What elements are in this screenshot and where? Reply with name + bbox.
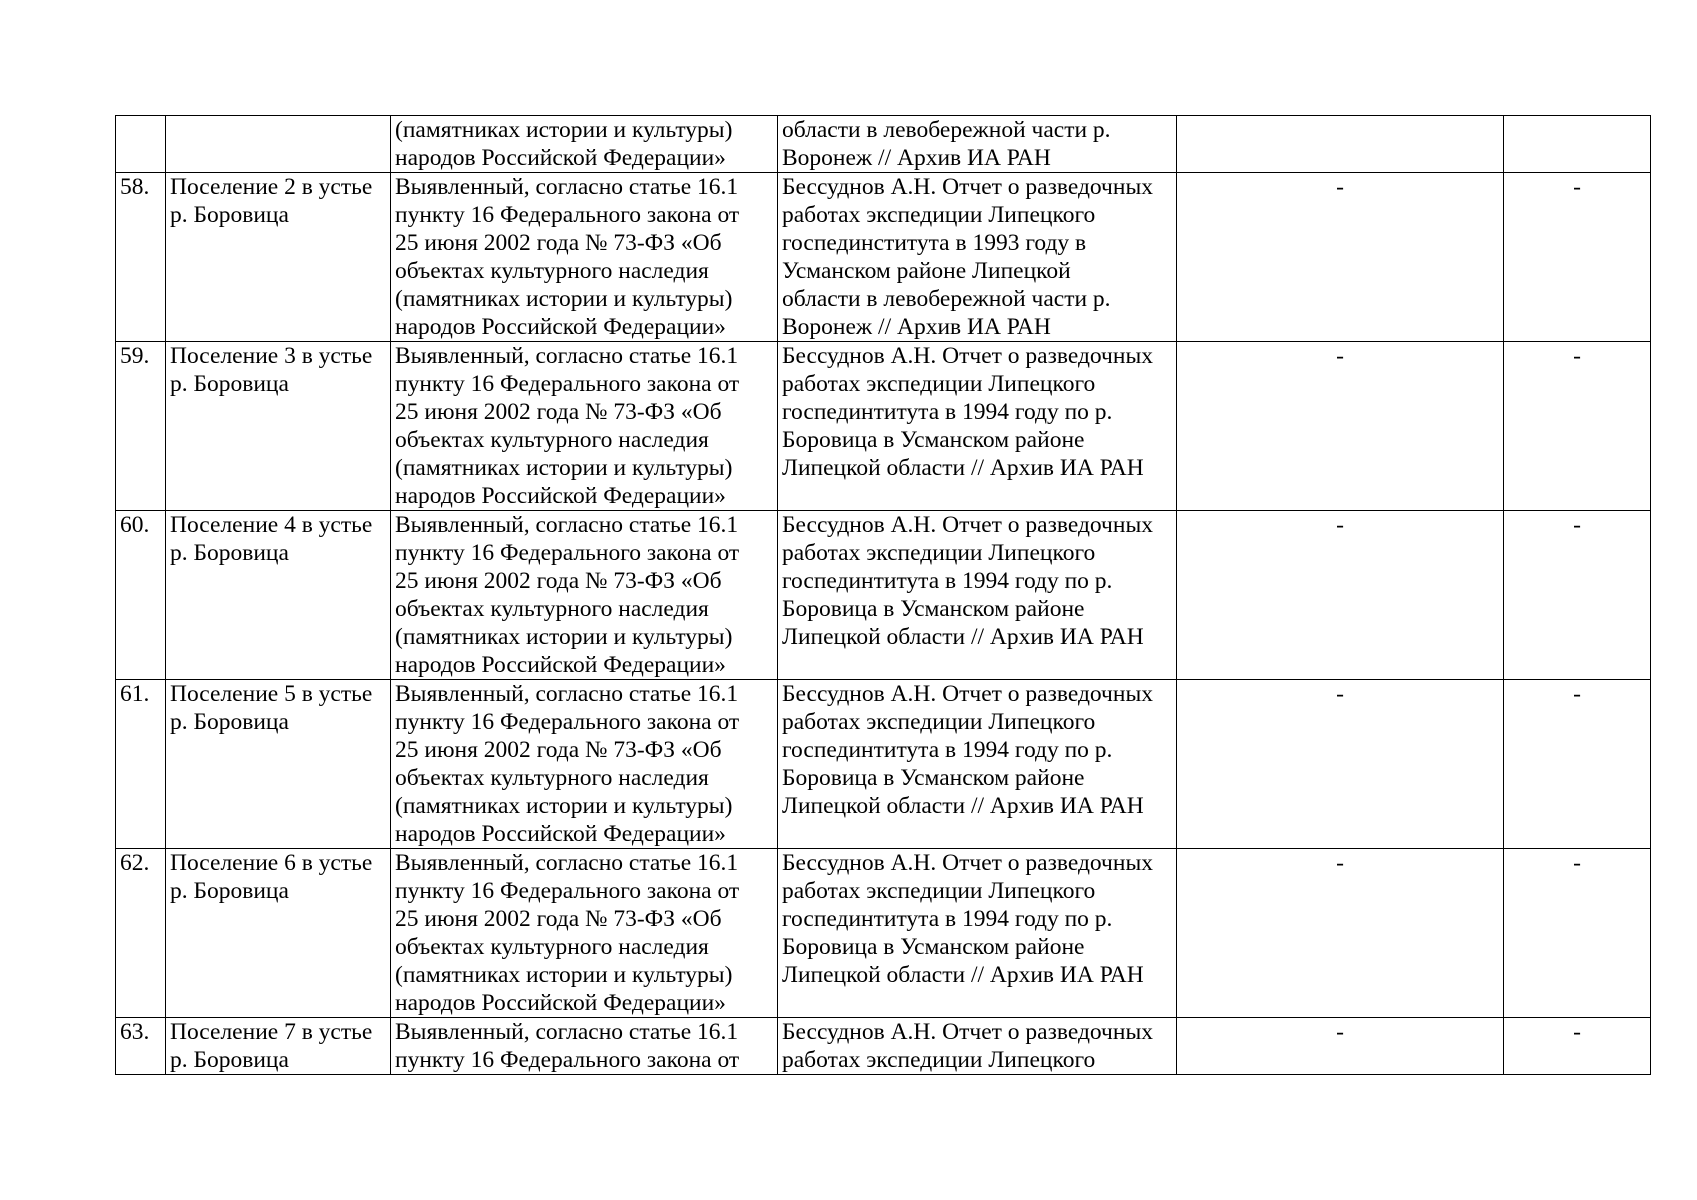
row-number: 62. [116,849,166,1018]
object-name: Поселение 2 в устье р. Боровица [166,173,391,342]
column-6-value: - [1504,173,1651,342]
protection-basis: (памятниках истории и культуры) народов Российской Федерации» [391,116,778,173]
object-name: Поселение 7 в устье р. Боровица [166,1018,391,1075]
row-number: 60. [116,511,166,680]
column-6-value: - [1504,342,1651,511]
column-6-value: - [1504,680,1651,849]
source-reference: области в левобережной части р. Воронеж // Архив ИА РАН [778,116,1177,173]
column-5-value [1177,116,1504,173]
protection-basis: Выявленный, согласно статье 16.1 пункту 16 Федерального закона от 25 июня 2002 года № 73-ФЗ «Об объектах культурного наследия (памятниках истории и культуры) народов Российской Федерации» [391,849,778,1018]
protection-basis: Выявленный, согласно статье 16.1 пункту 16 Федерального закона от 25 июня 2002 года № 73-ФЗ «Об объектах культурного наследия (памятниках истории и культуры) народов Российской Федерации» [391,680,778,849]
object-name: Поселение 5 в устье р. Боровица [166,680,391,849]
object-name: Поселение 3 в устье р. Боровица [166,342,391,511]
source-reference: Бессуднов А.Н. Отчет о разведочных работах экспедиции Липецкого госпединститута в 1993 году в Усманском районе Липецкой области в левобережной части р. Воронеж // Архив ИА РАН [778,173,1177,342]
source-reference: Бессуднов А.Н. Отчет о разведочных работах экспедиции Липецкого госпединтитута в 1994 году по р. Боровица в Усманском районе Липецкой области // Архив ИА РАН [778,680,1177,849]
column-5-value: - [1177,342,1504,511]
column-6-value: - [1504,1018,1651,1075]
column-6-value: - [1504,849,1651,1018]
row-number [116,116,166,173]
protection-basis: Выявленный, согласно статье 16.1 пункту 16 Федерального закона от 25 июня 2002 года № 73-ФЗ «Об объектах культурного наследия (памятниках истории и культуры) народов Российской Федерации» [391,511,778,680]
table-row [116,680,1651,849]
row-number: 63. [116,1018,166,1075]
source-reference: Бессуднов А.Н. Отчет о разведочных работах экспедиции Липецкого госпединтитута в 1994 году по р. Боровица в Усманском районе Липецкой области // Архив ИА РАН [778,511,1177,680]
table-row [116,173,1651,342]
table-row [116,511,1651,680]
object-name: Поселение 4 в устье р. Боровица [166,511,391,680]
table-row [116,116,1651,173]
row-number: 61. [116,680,166,849]
column-6-value [1504,116,1651,173]
column-6-value: - [1504,511,1651,680]
source-reference: Бессуднов А.Н. Отчет о разведочных работах экспедиции Липецкого [778,1018,1177,1075]
column-5-value: - [1177,1018,1504,1075]
table-row [116,342,1651,511]
object-name [166,116,391,173]
column-5-value: - [1177,511,1504,680]
table-row [116,1018,1651,1075]
protection-basis: Выявленный, согласно статье 16.1 пункту 16 Федерального закона от 25 июня 2002 года № 73-ФЗ «Об объектах культурного наследия (памятниках истории и культуры) народов Российской Федерации» [391,342,778,511]
row-number: 58. [116,173,166,342]
column-5-value: - [1177,849,1504,1018]
column-5-value: - [1177,680,1504,849]
protection-basis: Выявленный, согласно статье 16.1 пункту 16 Федерального закона от 25 июня 2002 года № 73-ФЗ «Об объектах культурного наследия (памятниках истории и культуры) народов Российской Федерации» [391,173,778,342]
source-reference: Бессуднов А.Н. Отчет о разведочных работах экспедиции Липецкого госпединтитута в 1994 году по р. Боровица в Усманском районе Липецкой области // Архив ИА РАН [778,342,1177,511]
heritage-registry-table [115,115,1651,1075]
row-number: 59. [116,342,166,511]
object-name: Поселение 6 в устье р. Боровица [166,849,391,1018]
table-row [116,849,1651,1018]
protection-basis: Выявленный, согласно статье 16.1 пункту 16 Федерального закона от [391,1018,778,1075]
source-reference: Бессуднов А.Н. Отчет о разведочных работах экспедиции Липецкого госпединтитута в 1994 году по р. Боровица в Усманском районе Липецкой области // Архив ИА РАН [778,849,1177,1018]
column-5-value: - [1177,173,1504,342]
